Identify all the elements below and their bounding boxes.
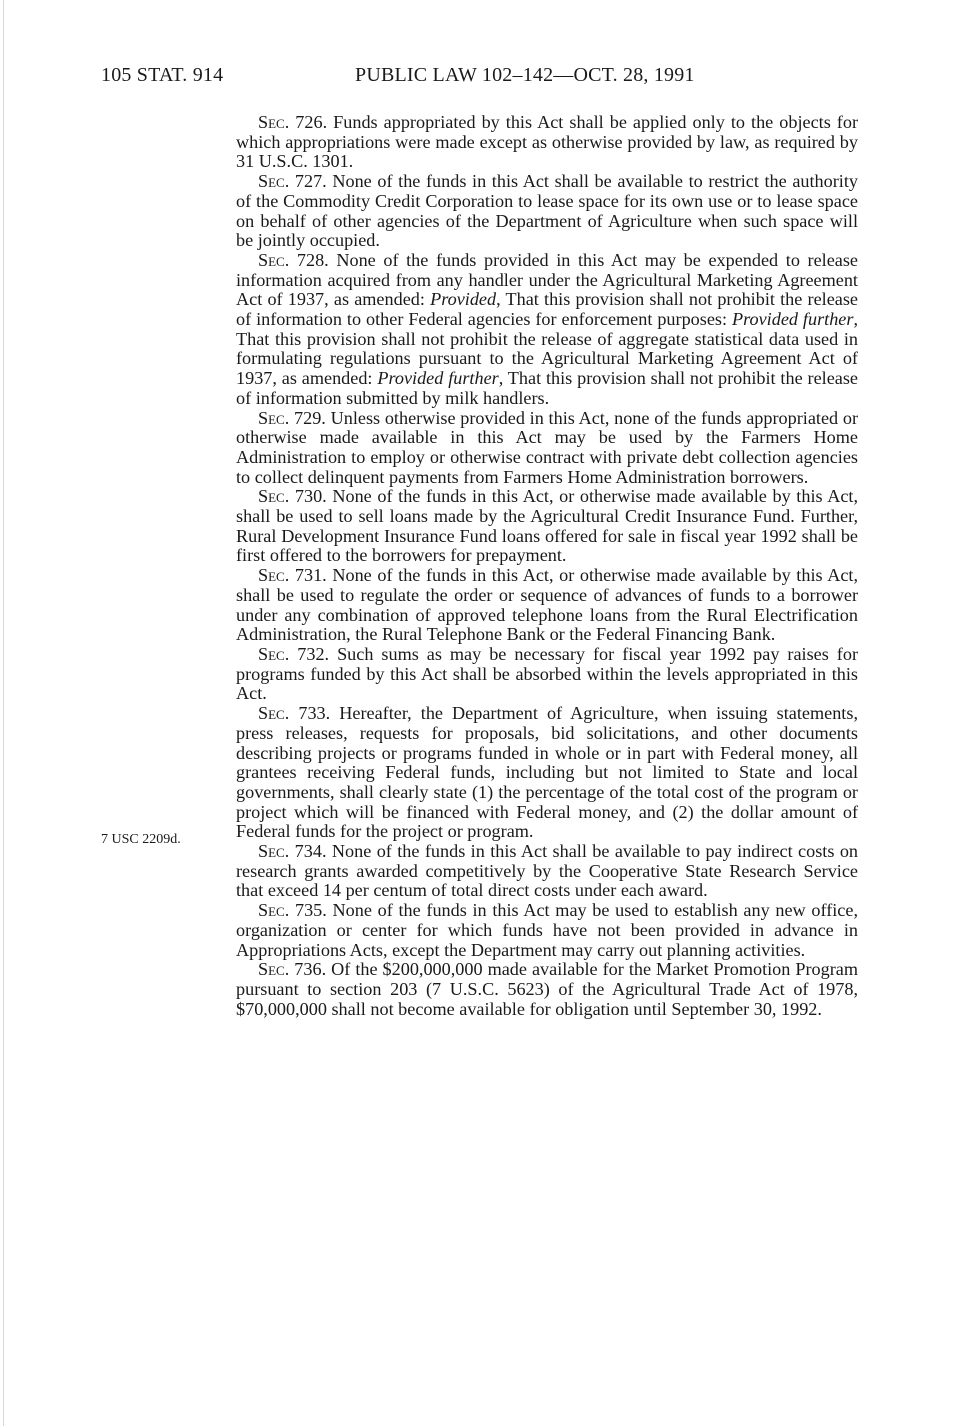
section-label: Sec	[258, 841, 285, 862]
section-label: Sec	[258, 643, 285, 664]
section-number: . 729.	[284, 407, 331, 428]
section-paragraph	[236, 113, 858, 172]
section-label: Sec	[258, 486, 285, 507]
section-text: Unless otherwise provided in this Act, none of the funds appropriated or otherwise made available in this Act may be used by the Farmers Home Administration to employ or otherwise contract with private debt collection agencies to collect delinquent payments from Farmers Home Administration borrowers.	[236, 407, 859, 487]
section-paragraph	[236, 409, 858, 488]
margin-note: 7 USC 2209d.	[101, 832, 181, 847]
scan-edge-line	[3, 0, 4, 1426]
section-label: Sec	[258, 112, 285, 132]
section-text: Funds appropriated by this Act shall be applied only to the objects for which appropriations were made except as otherwise provided by law, as required by 31 U.S.C. 1301.	[236, 112, 858, 172]
section-paragraph	[236, 901, 858, 960]
section-text: None of the funds in this Act, or otherwise made available by this Act, shall be used to regulate the order or sequence of advances of funds to a borrower under any combination of approved telephone loans from the Rural Electrification Administration, the Rural Telephone Bank or the Federal Financing Bank.	[236, 565, 858, 645]
section-text: Such sums as may be necessary for fiscal year 1992 pay raises for programs funded by this Act shall be absorbed within the levels appropriated in this Act.	[236, 643, 858, 704]
section-paragraph	[236, 645, 858, 704]
section-paragraph	[236, 960, 858, 1019]
section-paragraph	[236, 704, 858, 842]
section-paragraph	[236, 487, 858, 566]
section-paragraph	[236, 172, 858, 251]
page-number: 105 STAT. 914	[101, 64, 224, 86]
section-number: . 730.	[284, 486, 333, 507]
section-label: Sec	[258, 171, 285, 192]
section-text: Of the $200,000,000 made available for the Market Promotion Program pursuant to section 203 (7 U.S.C. 5623) of the Agricultural Trade Act of 1978, $70,000,000 shall not become available for obligation until September 30, 1992.	[236, 959, 858, 1019]
section-number: . 735.	[284, 900, 333, 921]
proviso-italic-text: Provided further	[377, 368, 499, 389]
section-paragraph	[236, 842, 858, 901]
proviso-italic-text: Provided further	[732, 309, 854, 330]
section-number: . 732.	[284, 643, 338, 664]
proviso-italic-text: Provided	[430, 289, 497, 310]
section-paragraph	[236, 566, 858, 645]
section-number: . 728.	[284, 249, 337, 270]
section-label: Sec	[258, 959, 285, 980]
statute-body	[236, 113, 858, 1019]
section-text: , That this provision shall not prohibit the release of aggregate statistical data used in formulating regulations pursuant to the Agricultural Marketing Agreement Act of 1937, as amended:	[236, 309, 859, 389]
section-text: None of the funds in this Act shall be available to restrict the authority of the Commodity Credit Corporation to lease space for its own use or to lease space on behalf of other agencies of the Department of Agriculture when such space will be jointly occupied.	[236, 171, 858, 251]
section-text: , That this provision shall not prohibit the release of information submitted by milk handlers.	[236, 368, 858, 408]
section-text: None of the funds in this Act shall be available to pay indirect costs on research grants awarded competitively by the Cooperative State Research Service that exceed 14 per centum of total direct costs under each award.	[236, 841, 859, 901]
section-text: Hereafter, the Department of Agriculture, when issuing statements, press releases, requests for proposals, bid solicitations, and other documents describing projects or programs funded in whole or in part with Federal money, all grantees receiving Federal funds, including but not limited to State and local governments, shall clearly state (1) the percentage of the total cost of the program or project which will be financed with Federal money, and (2) the dollar amount of Federal funds for the project or program.	[236, 703, 858, 842]
section-label: Sec	[258, 703, 285, 724]
section-number: . 736.	[284, 959, 332, 980]
page-header	[101, 64, 861, 92]
section-text: , That this provision shall not prohibit the release of information to other Federal agencies for enforcement purposes:	[236, 289, 858, 330]
section-paragraph	[236, 251, 858, 409]
section-label: Sec	[258, 900, 285, 921]
section-label: Sec	[258, 249, 285, 270]
section-number: . 734.	[284, 841, 332, 862]
section-text: None of the funds in this Act, or otherwise made available by this Act, shall be used to sell loans made by the Agricultural Credit Insurance Fund. Further, Rural Development Insurance Fund loans offered for sale in fiscal year 1992 shall be first offered to the borrowers for prepayment.	[236, 486, 858, 566]
section-text: None of the funds provided in this Act may be expended to release information acquired from any handler under the Agricultural Marketing Agreement Act of 1937, as amended:	[236, 249, 858, 310]
running-title: PUBLIC LAW 102–142—OCT. 28, 1991	[355, 64, 695, 86]
section-label: Sec	[258, 407, 285, 428]
section-number: . 727.	[284, 171, 333, 192]
section-text: None of the funds in this Act may be used to establish any new office, organization or center for which funds have not been provided in advance in Appropriations Acts, except the Department may carry out planning activities.	[236, 900, 859, 960]
section-number: . 731.	[284, 565, 333, 586]
section-label: Sec	[258, 565, 285, 586]
section-number: . 726.	[284, 112, 334, 132]
section-number: . 733.	[284, 703, 340, 724]
